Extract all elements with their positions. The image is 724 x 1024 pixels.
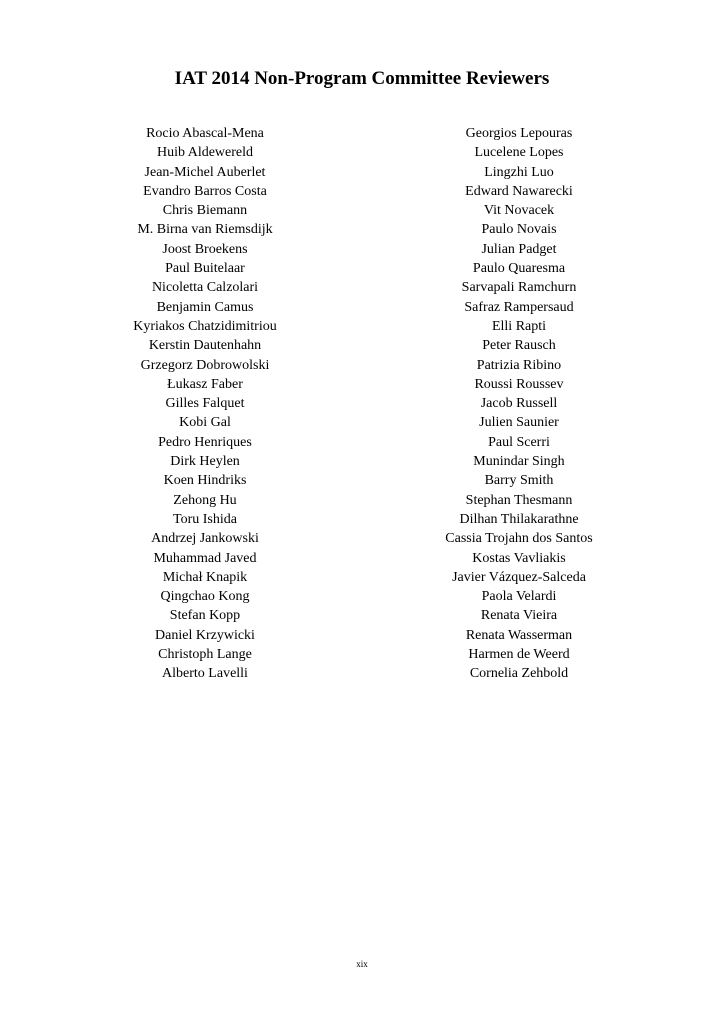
reviewer-name: Muhammad Javed [153, 550, 257, 566]
reviewer-name: Grzegorz Dobrowolski [140, 357, 270, 373]
reviewer-name: Łukasz Faber [167, 376, 243, 392]
reviewer-name: Pedro Henriques [158, 434, 252, 450]
reviewer-name: Munindar Singh [473, 454, 565, 470]
page-number: xix [356, 959, 368, 969]
reviewer-name: Huib Aldewereld [156, 145, 254, 161]
reviewer-name: Roussi Roussev [474, 376, 564, 392]
reviewer-name: Renata Vieira [480, 608, 558, 624]
reviewer-name: Benjamin Camus [156, 299, 254, 315]
reviewer-name: Julian Padget [481, 241, 557, 257]
reviewer-name: Kerstin Dautenhahn [148, 338, 262, 354]
reviewer-name: Paola Velardi [481, 589, 557, 605]
reviewer-name: Christoph Lange [158, 647, 252, 663]
reviewer-name: Barry Smith [484, 473, 554, 489]
reviewer-list-left [85, 124, 325, 684]
page-title: IAT 2014 Non-Program Committee Reviewers [174, 68, 550, 89]
reviewer-name: Sarvapali Ramchurn [461, 280, 577, 296]
reviewer-name: Jacob Russell [480, 396, 558, 412]
reviewer-name: Rocio Abascal-Mena [146, 126, 264, 141]
reviewer-name: Lucelene Lopes [474, 145, 564, 161]
reviewer-name: Gilles Falquet [165, 396, 245, 412]
reviewer-name: Cornelia Zehbold [469, 666, 569, 682]
reviewer-name: Georgios Lepouras [465, 126, 573, 141]
reviewer-name: Kyriakos Chatzidimitriou [133, 318, 277, 334]
reviewer-name: Peter Rausch [482, 338, 556, 354]
reviewer-name: M. Birna van Riemsdijk [137, 222, 273, 238]
reviewer-name: Stephan Thesmann [465, 492, 573, 508]
reviewer-name: Jean-Michel Auberlet [144, 164, 266, 180]
reviewer-name: Daniel Krzywicki [155, 627, 255, 643]
reviewer-name: Julien Saunier [479, 415, 559, 431]
reviewer-name: Michał Knapik [162, 569, 248, 585]
reviewer-name: Edward Nawarecki [465, 183, 573, 199]
reviewer-name: Toru Ishida [173, 511, 237, 527]
reviewer-name: Paulo Novais [481, 222, 557, 238]
reviewer-name: Cassia Trojahn dos Santos [445, 531, 593, 547]
reviewer-name: Joost Broekens [162, 241, 248, 257]
reviewer-name: Vit Novacek [483, 203, 555, 219]
reviewer-name: Paul Buitelaar [165, 261, 245, 277]
reviewer-name: Koen Hindriks [163, 473, 247, 489]
reviewer-name: Qingchao Kong [160, 589, 250, 605]
reviewer-name: Nicoletta Calzolari [151, 280, 259, 296]
reviewer-name: Stefan Kopp [169, 608, 241, 624]
reviewer-list-right [399, 124, 639, 684]
reviewer-name: Dilhan Thilakarathne [459, 511, 579, 527]
reviewer-name: Kostas Vavliakis [472, 550, 566, 566]
reviewer-name: Evandro Barros Costa [143, 183, 267, 199]
reviewer-name: Elli Rapti [491, 318, 547, 334]
reviewer-name: Patrizia Ribino [476, 357, 562, 373]
reviewer-name: Safraz Rampersaud [464, 299, 574, 315]
reviewer-name: Javier Vázquez-Salceda [452, 569, 586, 585]
reviewer-name: Zehong Hu [173, 492, 237, 508]
reviewer-name: Dirk Heylen [170, 454, 240, 470]
reviewer-name: Renata Wasserman [465, 627, 573, 643]
reviewer-name: Chris Biemann [162, 203, 248, 219]
reviewer-name: Lingzhi Luo [484, 164, 554, 180]
reviewer-name: Paulo Quaresma [472, 261, 566, 277]
reviewer-name: Andrzej Jankowski [151, 531, 259, 547]
reviewer-name: Harmen de Weerd [468, 647, 570, 663]
reviewer-name: Alberto Lavelli [162, 666, 248, 682]
reviewer-name: Paul Scerri [488, 434, 550, 450]
reviewer-name: Kobi Gal [179, 415, 231, 431]
